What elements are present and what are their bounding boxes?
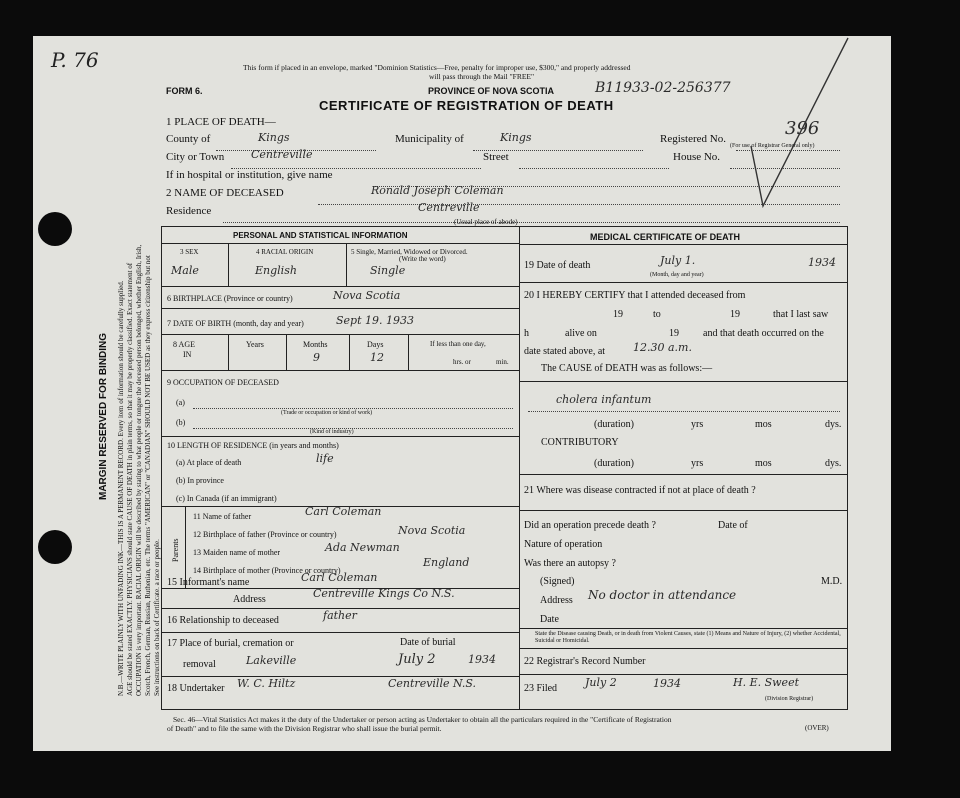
margin-instruction-3: OCCUPATION is very important. RACIAL ORIGIN will be described by stating to what people or tongue the deceased person belonged, whether English, Irish,: [135, 244, 143, 696]
racial-value: English: [255, 264, 297, 277]
relationship-label: 16 Relationship to deceased: [167, 615, 279, 626]
relationship-value: father: [323, 609, 357, 622]
contributory-label: CONTRIBUTORY: [541, 437, 619, 448]
nature-label: Nature of operation: [524, 539, 603, 550]
registered-no-value: 396: [785, 118, 820, 139]
res-a-label: (a) At place of death: [176, 458, 242, 467]
deceased-name-label: 2 NAME OF DECEASED: [166, 187, 284, 199]
record-number-label: 22 Registrar's Record Number: [524, 656, 646, 667]
registrar-general-note: (For use of Registrar General only): [730, 143, 815, 149]
marital-label: 5 Single, Married, Widowed or Divorced.: [351, 248, 468, 256]
racial-label: 4 RACIAL ORIGIN: [256, 248, 314, 256]
death-date-note: (Month, day and year): [650, 272, 704, 278]
date-of-label: Date of: [718, 520, 748, 531]
binding-hole-bottom: [38, 530, 72, 564]
city-value: Centreville: [251, 148, 313, 161]
occupation-a: (a): [176, 398, 185, 407]
hospital-label: If in hospital or institution, give name: [166, 169, 333, 181]
occupation-label: 9 OCCUPATION OF DECEASED: [167, 378, 279, 387]
yrs-label-1: yrs: [691, 419, 704, 430]
deceased-name-value: Ronald Joseph Coleman: [371, 184, 504, 197]
min-label: min.: [496, 358, 509, 366]
death-year-value: 1934: [808, 256, 836, 269]
days-value: 12: [370, 351, 384, 364]
margin-instruction-4: Scotch, French, German, Russian, Ruthenian, etc. The terms "AMERICAN" or "CANADIAN" SHOULD NOT BE USED as they express citizenship but not: [144, 255, 152, 696]
line-19c: 19: [669, 328, 679, 339]
dob-label: 7 DATE OF BIRTH (month, day and year): [167, 319, 304, 328]
burial-date-label: Date of burial: [400, 637, 456, 648]
burial-place-value: Lakeville: [246, 654, 297, 667]
years-label: Years: [246, 340, 264, 349]
address-label: Address: [233, 594, 266, 605]
address-value: Centreville Kings Co N.S.: [313, 587, 455, 600]
occupation-a-note: (Trade or occupation or kind of work): [281, 410, 373, 416]
mother-value: Ada Newman: [325, 541, 400, 554]
q21-label: 21 Where was disease contracted if not at place of death ?: [524, 485, 756, 496]
birthplace-label: 6 BIRTHPLACE (Province or country): [167, 294, 293, 303]
parents-label: Parents: [171, 538, 180, 562]
margin-binding-label: MARGIN RESERVED FOR BINDING: [98, 332, 109, 500]
father-value: Carl Coleman: [305, 505, 382, 518]
mos-label-2: mos: [755, 458, 772, 469]
informant-value: Carl Coleman: [301, 571, 378, 584]
province-label: PROVINCE OF NOVA SCOTIA: [428, 86, 555, 96]
county-label: County of: [166, 133, 211, 145]
mother-label: 13 Maiden name of mother: [193, 548, 281, 557]
date-above-label: date stated above, at: [524, 346, 606, 357]
months-label: Months: [303, 340, 328, 349]
residence-length-label: 10 LENGTH OF RESIDENCE (in years and months): [167, 441, 339, 450]
place-of-death-label: 1 PLACE OF DEATH—: [166, 116, 276, 128]
page-mark: P. 76: [51, 48, 99, 72]
registrar-note: (Division Registrar): [765, 696, 814, 702]
envelope-note: This form if placed in an envelope, marked "Dominion Statistics—Free, penalty for improper use, $300," and properly addressed: [243, 63, 631, 72]
yrs-label-2: yrs: [691, 458, 704, 469]
res-a-value: life: [316, 452, 334, 465]
death-occurred-label: and that death occurred on the: [703, 328, 824, 339]
father-label: 11 Name of father: [193, 512, 252, 521]
occupation-b: (b): [176, 418, 186, 427]
duration-label-1: (duration): [594, 419, 634, 430]
undertaker-label: 18 Undertaker: [167, 683, 225, 694]
county-value: Kings: [258, 131, 290, 144]
occupation-b-note: (Kind of industry): [310, 429, 354, 435]
undertaker-address-value: Centreville N.S.: [388, 677, 477, 690]
months-value: 9: [313, 351, 320, 364]
residence-label: Residence: [166, 205, 212, 217]
form-number: FORM 6.: [166, 86, 203, 96]
line-19b: 19: [730, 309, 740, 320]
sex-value: Male: [171, 264, 199, 277]
certificate-title: CERTIFICATE OF REGISTRATION OF DEATH: [319, 98, 614, 113]
mos-label-1: mos: [755, 419, 772, 430]
informant-label: 15 Informant's name: [167, 577, 250, 588]
municipality-value: Kings: [500, 131, 532, 144]
father-bp-value: Nova Scotia: [398, 524, 466, 537]
dys-label-1: dys.: [825, 419, 842, 430]
check-mark-icon: [733, 36, 853, 216]
filed-label: 23 Filed: [524, 683, 558, 694]
res-b-label: (b) In province: [176, 476, 224, 485]
registrar-value: H. E. Sweet: [733, 676, 799, 689]
footer-over: (OVER): [805, 724, 829, 732]
medical-date-label: Date: [540, 614, 559, 625]
mother-bp-label: 14 Birthplace of mother (Province or country): [193, 566, 341, 575]
footer-line-1: Sec. 46—Vital Statistics Act makes it the duty of the Undertaker or person acting as Undertaker to obtain all the particulars required in the "Certificate of Registration: [173, 715, 672, 724]
marital-value: Single: [370, 264, 406, 277]
dys-label-2: dys.: [825, 458, 842, 469]
operation-label: Did an operation precede death ?: [524, 520, 656, 531]
cause-label: The CAUSE of DEATH was as follows:—: [541, 363, 713, 374]
undertaker-value: W. C. Hiltz: [237, 677, 296, 690]
medical-address-value: No doctor in attendance: [588, 588, 737, 602]
envelope-note-2: will pass through the Mail "FREE": [429, 72, 535, 81]
margin-instruction-2: AGE should be stated EXACTLY. PHYSICIANS should state CAUSE OF DEATH in plain terms, so that it may be properly classified. Exact statement of: [126, 262, 134, 696]
age-label: 8 AGE: [173, 340, 195, 349]
mother-bp-value: England: [423, 556, 470, 569]
last-saw-label: that I last saw: [773, 309, 829, 320]
medical-address-label: Address: [540, 595, 573, 606]
cause-value: cholera infantum: [556, 393, 652, 406]
margin-instruction-1: N.B.—WRITE PLAINLY WITH UNFADING INK—THIS IS A PERMANENT RECORD. Every item of information should be carefully supplied.: [117, 280, 125, 696]
certificate-paper: [33, 36, 891, 751]
footer-line-2: of Death" and to file the same with the Division Registrar who shall issue the burial permit.: [167, 724, 442, 733]
margin-instruction-5: See instructions on back of Certificate. a race or people.: [153, 539, 161, 696]
date-of-death-label: 19 Date of death: [524, 260, 591, 271]
days-label: Days: [367, 340, 384, 349]
less-day-label: If less than one day,: [430, 340, 486, 348]
residence-value: Centreville: [418, 201, 480, 214]
filed-year-value: 1934: [653, 677, 681, 690]
municipality-label: Municipality of: [395, 133, 464, 145]
city-label: City or Town: [166, 151, 225, 163]
burial-label: 17 Place of burial, cremation or: [167, 638, 294, 649]
signed-label: (Signed): [540, 576, 575, 587]
alive-on-label: alive on: [565, 328, 597, 339]
residence-note: (Usual place of abode): [454, 218, 518, 226]
record-number: B11933-02-256377: [595, 80, 731, 96]
age-in-label: IN: [183, 350, 192, 359]
burial-date-value: July 2: [398, 652, 436, 667]
binding-hole-top: [38, 212, 72, 246]
res-c-label: (c) In Canada (if an immigrant): [176, 494, 277, 503]
autopsy-label: Was there an autopsy ?: [524, 558, 616, 569]
sex-label: 3 SEX: [180, 248, 199, 256]
removal-label: removal: [183, 659, 216, 670]
md-label: M.D.: [821, 576, 843, 587]
hrs-label: hrs. or: [453, 358, 471, 366]
street-label: Street: [483, 151, 509, 163]
father-bp-label: 12 Birthplace of father (Province or country): [193, 530, 337, 539]
medical-heading: MEDICAL CERTIFICATE OF DEATH: [590, 232, 740, 242]
duration-label-2: (duration): [594, 458, 634, 469]
dob-value: Sept 19. 1933: [336, 314, 414, 327]
time-of-death-value: 12.30 a.m.: [633, 341, 692, 354]
date-of-death-value: July 1.: [660, 254, 696, 267]
house-no-label: House No.: [673, 151, 721, 163]
birthplace-value: Nova Scotia: [333, 289, 401, 302]
state-note: State the Disease causing Death, or in death from Violent Causes, state (1) Means and Nature of Injury, (2) whether Accidental, Suicidal or Homicidal.: [535, 631, 841, 644]
certify-label: 20 I HEREBY CERTIFY that I attended deceased from: [524, 290, 746, 301]
marital-note: (Write the word): [399, 255, 446, 263]
line-19a: 19: [613, 309, 623, 320]
registered-no-label: Registered No.: [660, 133, 726, 145]
burial-year-value: 1934: [468, 653, 496, 666]
personal-heading: PERSONAL AND STATISTICAL INFORMATION: [233, 231, 408, 240]
h-alive-label: h: [524, 328, 529, 339]
filed-date-value: July 2: [585, 676, 617, 689]
line-to: to: [653, 309, 661, 320]
